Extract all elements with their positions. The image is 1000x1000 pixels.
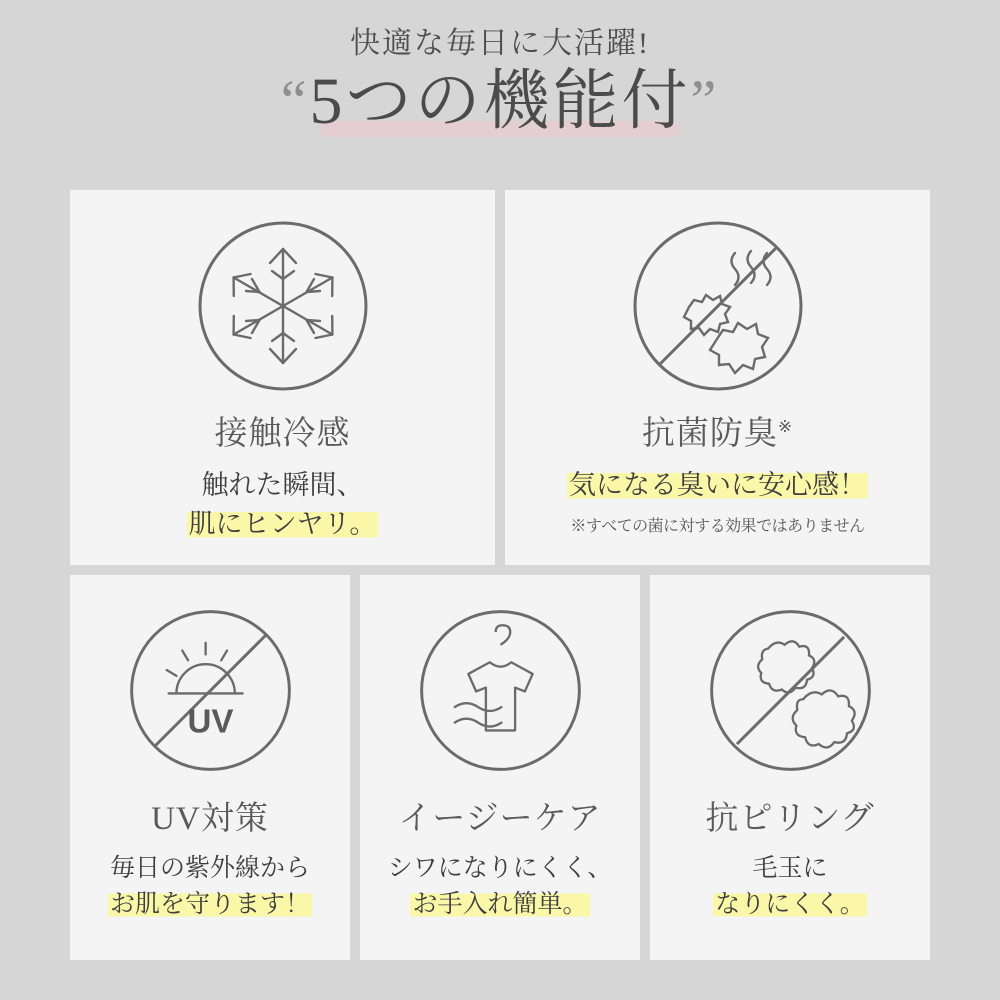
quote-close: ”	[690, 68, 720, 133]
feature-description	[187, 466, 379, 544]
quote-open: “	[280, 68, 310, 133]
feature-desc-line1: シワになりにくく、	[387, 855, 613, 882]
feature-card-antipilling	[650, 575, 930, 960]
page-title	[281, 66, 720, 139]
no-bacteria-odor-icon	[623, 208, 813, 403]
uv-sun-icon	[118, 593, 303, 788]
feature-row-1	[70, 190, 930, 565]
feature-desc-line1: 毛玉に	[752, 855, 828, 882]
feature-title	[642, 407, 793, 454]
feature-title-note: ※	[777, 417, 794, 436]
feature-title-text: UV対策	[151, 801, 269, 837]
feature-description	[713, 851, 867, 924]
header-subtitle: 快適な毎日に大活躍!	[350, 27, 650, 60]
feature-title	[151, 792, 269, 839]
feature-desc-line1: 毎日の紫外線から	[109, 855, 310, 882]
feature-grid	[70, 190, 930, 970]
snowflake-icon	[188, 208, 378, 403]
feature-description	[108, 851, 312, 924]
feature-title	[215, 407, 351, 454]
page-title-text: 5つの機能付	[309, 65, 691, 138]
feature-footnote: ※すべての菌に対する効果ではありません	[570, 518, 865, 536]
feature-card-easycare	[360, 575, 640, 960]
feature-row-2	[70, 575, 930, 960]
uv-icon-label: UV	[187, 703, 233, 741]
feature-title-text: 抗ピリング	[705, 801, 875, 837]
feature-desc-line2: お手入れ簡単。	[412, 891, 588, 919]
page-header	[0, 0, 1000, 139]
feature-title-text: 接触冷感	[214, 416, 351, 452]
feature-desc-line1: 気になる臭いに安心感！	[569, 470, 866, 500]
feature-desc-line2: 肌にヒンヤリ。	[188, 509, 377, 540]
feature-title	[705, 792, 874, 839]
tshirt-hanger-icon	[408, 593, 593, 788]
feature-description	[388, 851, 613, 924]
feature-card-cooling	[70, 190, 495, 565]
feature-description	[567, 466, 868, 505]
feature-title	[398, 792, 601, 839]
no-pilling-icon	[698, 593, 883, 788]
header-title-wrap	[281, 66, 720, 139]
feature-desc-line1: 触れた瞬間、	[201, 470, 364, 500]
feature-card-antibacterial	[505, 190, 930, 565]
feature-desc-line2: お肌を守ります！	[109, 891, 310, 919]
feature-title-text: 抗菌防臭	[641, 416, 778, 452]
feature-title-text: イージーケア	[398, 801, 602, 837]
feature-card-uv	[70, 575, 350, 960]
feature-desc-line2: なりにくく。	[715, 891, 865, 919]
